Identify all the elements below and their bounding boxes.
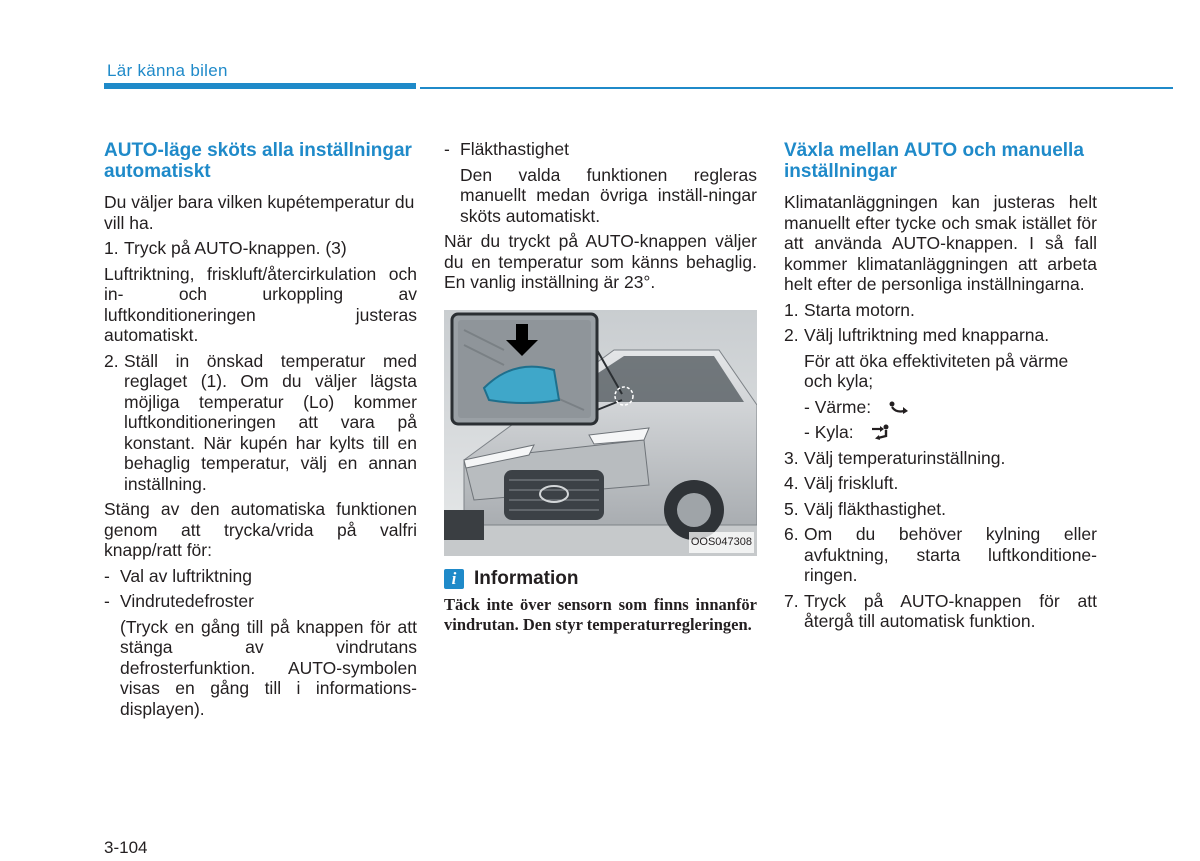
step-text: Välj temperaturinställning. [804,447,1006,468]
step-number: 2. [784,325,799,345]
step-item [784,591,1097,632]
step-number: 1. [784,299,799,320]
stop-auto-text: Stäng av den automatiska funktionen genom att trycka/vrida på valfri knapp/ratt för: [104,499,417,560]
step-number: 1. [104,238,119,258]
info-text: Täck inte över sensorn som finns innanför vindrutan. Den styr temperaturregleringen. [444,595,757,634]
temperature-paragraph: När du tryckt på AUTO-knappen väljer du en temperatur som känns behaglig. En vanlig inställning är 23°. [444,231,757,292]
step-text: Välj fläkthastighet. [804,498,947,519]
intro-text: Du väljer bara vilken kupétemperatur du vill ha. [104,192,415,233]
section-title: Lär känna bilen [107,61,228,80]
heat-label: - Värme: [804,396,872,417]
step-item [784,524,1097,586]
step-2 [104,351,417,495]
step-item [784,448,1097,469]
column-3 [784,140,1097,637]
heading-switch-mode: Växla mellan AUTO och manuella inställningar [784,140,1084,182]
step-item [784,473,1097,494]
info-label: Information [474,567,579,589]
bullet-mark: - [104,565,110,586]
floor-vent-icon [888,401,912,415]
page-number: 3-104 [104,838,148,857]
bullet-text: Fläkthastighet [460,139,569,159]
column-2 [444,139,757,635]
intro-text: Klimatanläggningen kan justeras helt manuellt efter tycke och smak istället för att använda AUTO-knappen. I så fall kommer klimatanläggningen att arbeta helt efter de personliga inställningarna. [784,192,1097,294]
step-number: 6. [784,524,799,544]
step-text: Välj luftriktning med knapparna. [804,325,1050,345]
heat-line [784,397,1097,418]
bullet-item [104,591,417,612]
step-number: 3. [784,447,799,468]
bullet-item [444,139,757,160]
face-floor-vent-icon [870,424,894,442]
bullet-note: Den valda funktionen regleras manuellt medan övriga inställ-ningar sköts automatiskt. [460,164,757,226]
defrost-note: (Tryck en gång till på knappen för att stänga av vindrutans defrosterfunktion. AUTO-symbolen visas en gång till i informations-displayen). [120,616,417,719]
step-text: Om du behöver kylning eller avfuktning, starta luftkonditione-ringen. [804,524,1097,585]
step-1 [784,300,1097,321]
cool-line [784,422,1097,443]
car-illustration [444,310,757,556]
cool-label: - Kyla: [804,422,854,442]
bullet-text: Vindrutedefroster [120,591,254,611]
step-1 [104,238,417,259]
step-text: Starta motorn. [804,299,915,320]
header-rule-thick [104,83,416,89]
step-text: Ställ in önskad temperatur med reglaget (1). Om du väljer lägsta möjliga temperatur (Lo) kommer luftkonditioneringen att vara på konstant. När kupén har kylts till en behaglig temperatur, välj en annan inställning. [124,350,417,494]
step-2 [784,325,1097,346]
header-rule-thin [420,87,1173,89]
heading-auto-mode: AUTO-läge sköts alla inställningar automatiskt [104,140,412,182]
step-text: Välj friskluft. [804,473,899,493]
step-2-note: För att öka effektiviteten på värme och kyla; [804,350,1069,391]
step-text: Tryck på AUTO-knappen. (3) [124,238,347,258]
step-text: Tryck på AUTO-knappen för att återgå till automatisk funktion. [804,590,1097,631]
step-item [784,499,1097,520]
bullet-text: Val av luftriktning [120,565,252,586]
image-code: OOS047308 [689,532,754,553]
step-number: 4. [784,473,799,493]
car-sensor-photo [444,310,757,556]
info-icon: i [444,569,464,589]
bullet-mark: - [444,139,450,159]
step-number: 2. [104,350,119,371]
column-1 [104,140,417,724]
step-number: 5. [784,498,799,519]
step-1-detail: Luftriktning, friskluft/återcirkulation och in- och urkoppling av luftkonditioneringen justeras automatiskt. [104,263,417,345]
bullet-mark: - [104,591,110,611]
info-header [444,569,757,590]
bullet-item [104,566,417,587]
step-number: 7. [784,590,799,611]
